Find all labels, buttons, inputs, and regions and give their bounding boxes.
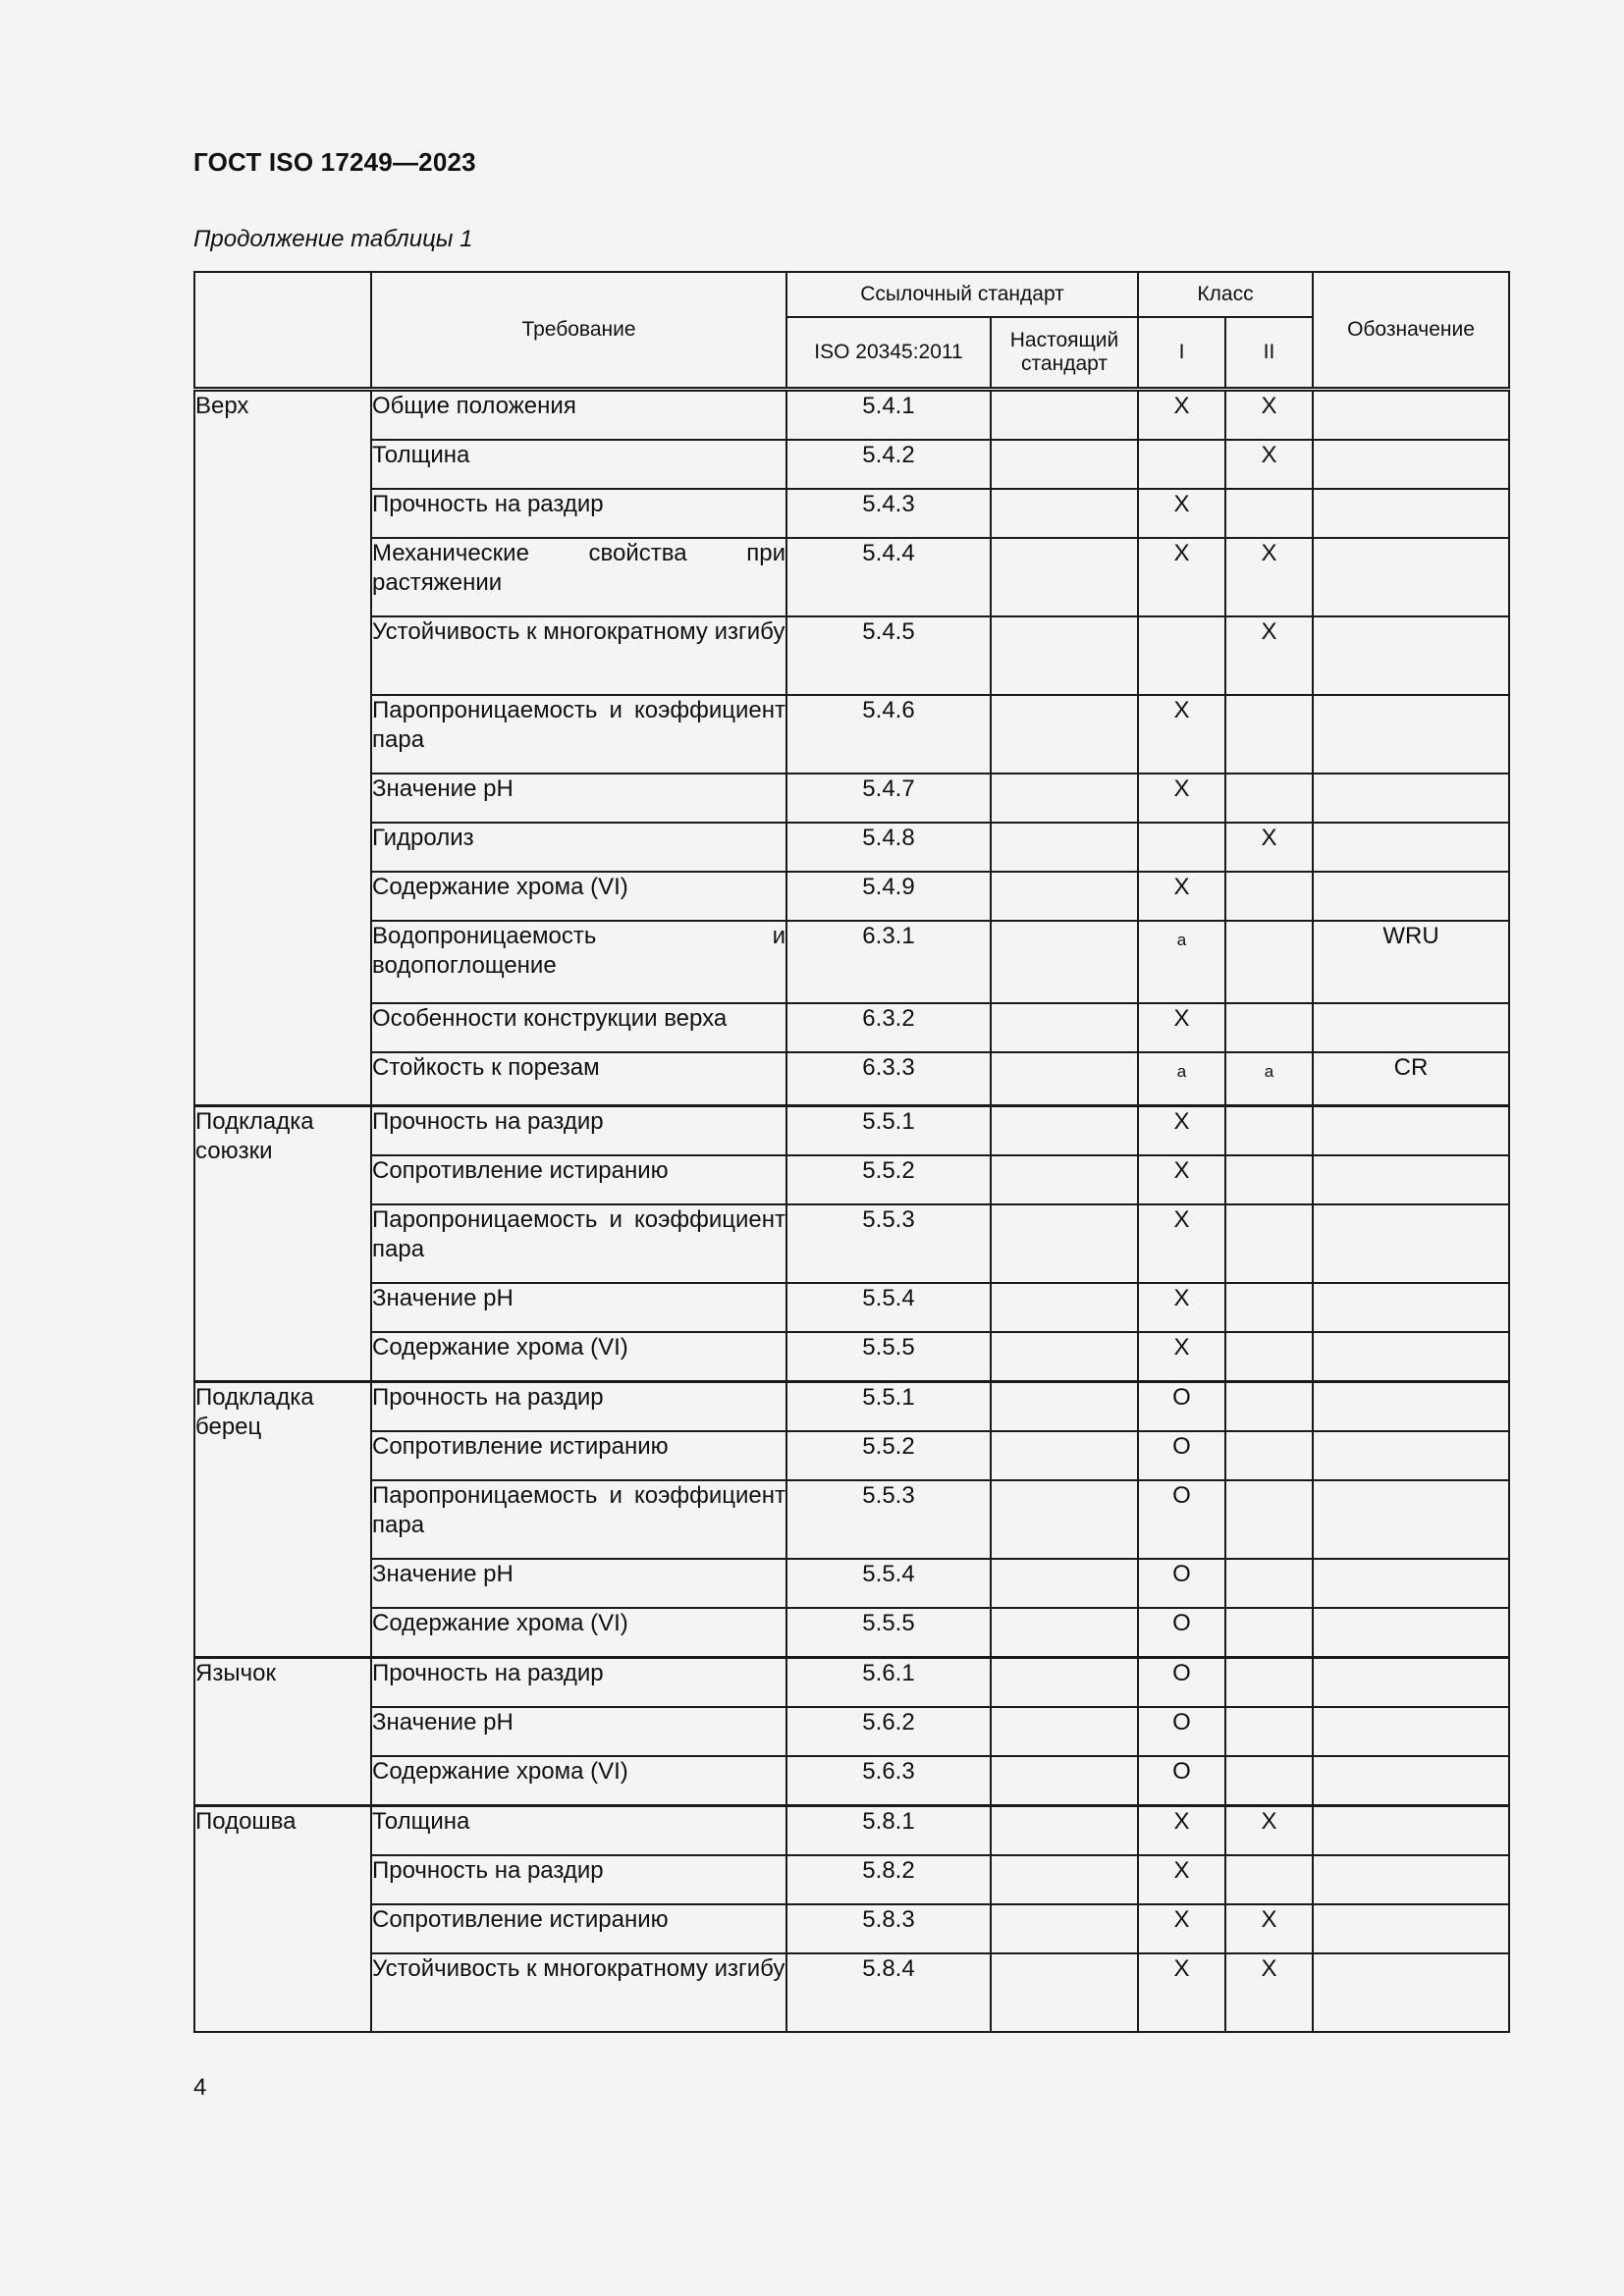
class-ii-cell: X xyxy=(1225,1904,1313,1953)
current-standard-cell xyxy=(991,1658,1138,1708)
table-row xyxy=(194,921,1509,1003)
current-standard-cell xyxy=(991,489,1138,538)
requirement-cell: Паропроницаемость и коэффициент пара xyxy=(371,1480,786,1559)
ref-cell: 5.4.9 xyxy=(786,872,991,921)
current-standard-cell xyxy=(991,1608,1138,1658)
class-ii-cell: a xyxy=(1225,1052,1313,1106)
current-standard-cell xyxy=(991,1155,1138,1204)
header-iso: ISO 20345:2011 xyxy=(786,317,991,390)
class-i-cell: X xyxy=(1138,1855,1225,1904)
table-row xyxy=(194,440,1509,489)
part-name: Подошва xyxy=(194,1806,371,2033)
designation-cell xyxy=(1313,440,1509,489)
designation-cell xyxy=(1313,872,1509,921)
class-i-cell: a xyxy=(1138,921,1225,1003)
requirement-cell: Водопроницаемость и водопоглощение xyxy=(371,921,786,1003)
class-ii-cell xyxy=(1225,774,1313,823)
designation-cell xyxy=(1313,1382,1509,1432)
designation-cell xyxy=(1313,1003,1509,1052)
requirement-cell: Устойчивость к многократному изгибу xyxy=(371,616,786,695)
designation-cell xyxy=(1313,1106,1509,1156)
requirement-cell: Сопротивление истиранию xyxy=(371,1155,786,1204)
current-standard-cell xyxy=(991,1953,1138,2032)
class-ii-cell: X xyxy=(1225,390,1313,441)
class-ii-cell xyxy=(1225,1382,1313,1432)
class-i-cell: O xyxy=(1138,1608,1225,1658)
current-standard-cell xyxy=(991,1806,1138,1856)
table-row xyxy=(194,1431,1509,1480)
current-standard-cell xyxy=(991,440,1138,489)
designation-cell xyxy=(1313,695,1509,774)
requirement-cell: Значение pH xyxy=(371,774,786,823)
current-standard-cell xyxy=(991,1106,1138,1156)
class-ii-cell: X xyxy=(1225,823,1313,872)
class-ii-cell xyxy=(1225,1756,1313,1806)
ref-cell: 5.5.4 xyxy=(786,1559,991,1608)
requirement-cell: Значение pH xyxy=(371,1707,786,1756)
class-i-cell: X xyxy=(1138,489,1225,538)
current-standard-cell xyxy=(991,538,1138,616)
current-standard-cell xyxy=(991,1904,1138,1953)
class-ii-cell: X xyxy=(1225,538,1313,616)
requirement-cell: Устойчивость к многократному изгибу xyxy=(371,1953,786,2032)
class-i-cell xyxy=(1138,823,1225,872)
current-standard-cell xyxy=(991,1756,1138,1806)
requirement-cell: Содержание хрома (VI) xyxy=(371,1332,786,1382)
header-class-ii: II xyxy=(1225,317,1313,390)
requirement-cell: Прочность на раздир xyxy=(371,1382,786,1432)
table-row xyxy=(194,390,1509,441)
class-i-cell: O xyxy=(1138,1480,1225,1559)
requirement-cell: Паропроницаемость и коэффициент пара xyxy=(371,695,786,774)
designation-cell xyxy=(1313,1480,1509,1559)
table-row xyxy=(194,1106,1509,1156)
requirement-cell: Общие положения xyxy=(371,390,786,441)
designation-cell xyxy=(1313,1904,1509,1953)
designation-cell xyxy=(1313,1806,1509,1856)
designation-cell xyxy=(1313,1332,1509,1382)
header-ref-standard: Ссылочный стандарт xyxy=(786,272,1138,317)
table-row xyxy=(194,1707,1509,1756)
designation-cell xyxy=(1313,1431,1509,1480)
table-row xyxy=(194,1904,1509,1953)
requirement-cell: Стойкость к порезам xyxy=(371,1052,786,1106)
header-part-cell xyxy=(194,272,371,390)
table-row xyxy=(194,1806,1509,1856)
requirement-cell: Особенности конструкции верха xyxy=(371,1003,786,1052)
current-standard-cell xyxy=(991,1332,1138,1382)
ref-cell: 5.6.3 xyxy=(786,1756,991,1806)
requirement-cell: Прочность на раздир xyxy=(371,1658,786,1708)
requirement-cell: Содержание хрома (VI) xyxy=(371,1608,786,1658)
class-ii-cell xyxy=(1225,489,1313,538)
current-standard-cell xyxy=(991,1855,1138,1904)
class-i-cell: X xyxy=(1138,1155,1225,1204)
table-row xyxy=(194,1382,1509,1432)
designation-cell xyxy=(1313,390,1509,441)
table-row xyxy=(194,616,1509,695)
ref-cell: 5.4.3 xyxy=(786,489,991,538)
class-i-cell: X xyxy=(1138,390,1225,441)
class-ii-cell xyxy=(1225,1559,1313,1608)
class-i-cell: X xyxy=(1138,1204,1225,1283)
ref-cell: 5.5.3 xyxy=(786,1480,991,1559)
current-standard-cell xyxy=(991,390,1138,441)
class-ii-cell xyxy=(1225,1431,1313,1480)
class-i-cell: X xyxy=(1138,695,1225,774)
current-standard-cell xyxy=(991,774,1138,823)
table-row xyxy=(194,1608,1509,1658)
class-i-cell: O xyxy=(1138,1707,1225,1756)
class-i-cell xyxy=(1138,440,1225,489)
ref-cell: 5.4.5 xyxy=(786,616,991,695)
class-i-cell: X xyxy=(1138,1283,1225,1332)
ref-cell: 5.5.1 xyxy=(786,1382,991,1432)
designation-cell xyxy=(1313,1283,1509,1332)
ref-cell: 5.4.2 xyxy=(786,440,991,489)
ref-cell: 6.3.1 xyxy=(786,921,991,1003)
table-row xyxy=(194,1559,1509,1608)
requirement-cell: Толщина xyxy=(371,440,786,489)
table-body xyxy=(194,390,1509,2033)
part-name: Подкладка берец xyxy=(194,1382,371,1658)
ref-cell: 5.4.6 xyxy=(786,695,991,774)
ref-cell: 5.8.4 xyxy=(786,1953,991,2032)
class-ii-cell: X xyxy=(1225,1953,1313,2032)
table-row xyxy=(194,1283,1509,1332)
current-standard-cell xyxy=(991,695,1138,774)
designation-cell xyxy=(1313,823,1509,872)
designation-cell xyxy=(1313,1855,1509,1904)
ref-cell: 5.5.5 xyxy=(786,1332,991,1382)
part-name: Верх xyxy=(194,390,371,1106)
class-ii-cell xyxy=(1225,1480,1313,1559)
table-row xyxy=(194,774,1509,823)
current-standard-cell xyxy=(991,1003,1138,1052)
current-standard-cell xyxy=(991,823,1138,872)
table-head xyxy=(194,272,1509,390)
class-ii-cell: X xyxy=(1225,616,1313,695)
class-ii-cell xyxy=(1225,1855,1313,1904)
part-name: Язычок xyxy=(194,1658,371,1806)
class-ii-cell xyxy=(1225,695,1313,774)
table-row xyxy=(194,1003,1509,1052)
ref-cell: 5.5.4 xyxy=(786,1283,991,1332)
ref-cell: 5.5.1 xyxy=(786,1106,991,1156)
requirement-cell: Значение pH xyxy=(371,1283,786,1332)
class-ii-cell xyxy=(1225,1283,1313,1332)
class-i-cell: X xyxy=(1138,1003,1225,1052)
class-ii-cell xyxy=(1225,1003,1313,1052)
table-row xyxy=(194,1332,1509,1382)
class-i-cell: O xyxy=(1138,1431,1225,1480)
designation-cell: CR xyxy=(1313,1052,1509,1106)
table-row xyxy=(194,1480,1509,1559)
class-i-cell: X xyxy=(1138,1953,1225,2032)
class-i-cell: X xyxy=(1138,1106,1225,1156)
requirement-cell: Сопротивление истиранию xyxy=(371,1431,786,1480)
table-row xyxy=(194,1855,1509,1904)
part-name: Подкладка союзки xyxy=(194,1106,371,1382)
ref-cell: 5.5.5 xyxy=(786,1608,991,1658)
ref-cell: 5.8.2 xyxy=(786,1855,991,1904)
table-row xyxy=(194,872,1509,921)
class-i-cell: X xyxy=(1138,774,1225,823)
requirements-table xyxy=(193,271,1510,2033)
table-row xyxy=(194,1953,1509,2032)
class-ii-cell xyxy=(1225,1106,1313,1156)
ref-cell: 5.5.3 xyxy=(786,1204,991,1283)
ref-cell: 5.8.3 xyxy=(786,1904,991,1953)
ref-cell: 5.4.7 xyxy=(786,774,991,823)
current-standard-cell xyxy=(991,921,1138,1003)
class-i-cell: X xyxy=(1138,1904,1225,1953)
table-row xyxy=(194,1658,1509,1708)
requirement-cell: Гидролиз xyxy=(371,823,786,872)
current-standard-cell xyxy=(991,1480,1138,1559)
table-row xyxy=(194,489,1509,538)
ref-cell: 5.5.2 xyxy=(786,1431,991,1480)
table-row xyxy=(194,1204,1509,1283)
requirement-cell: Содержание хрома (VI) xyxy=(371,872,786,921)
requirement-cell: Механические свойства при растяжении xyxy=(371,538,786,616)
header-requirement: Требование xyxy=(371,272,786,390)
class-ii-cell xyxy=(1225,1332,1313,1382)
class-ii-cell: X xyxy=(1225,1806,1313,1856)
requirement-cell: Прочность на раздир xyxy=(371,1855,786,1904)
class-i-cell: O xyxy=(1138,1756,1225,1806)
table-row xyxy=(194,1155,1509,1204)
page-number: 4 xyxy=(193,2074,207,2101)
table-row xyxy=(194,1756,1509,1806)
current-standard-cell xyxy=(991,1382,1138,1432)
designation-cell xyxy=(1313,489,1509,538)
designation-cell xyxy=(1313,1756,1509,1806)
class-ii-cell: X xyxy=(1225,440,1313,489)
designation-cell xyxy=(1313,1658,1509,1708)
class-ii-cell xyxy=(1225,1658,1313,1708)
requirement-cell: Значение pH xyxy=(371,1559,786,1608)
class-i-cell: X xyxy=(1138,538,1225,616)
class-i-cell: O xyxy=(1138,1658,1225,1708)
current-standard-cell xyxy=(991,1204,1138,1283)
requirement-cell: Паропроницаемость и коэффициент пара xyxy=(371,1204,786,1283)
current-standard-cell xyxy=(991,872,1138,921)
class-i-cell xyxy=(1138,616,1225,695)
ref-cell: 5.4.1 xyxy=(786,390,991,441)
header-class: Класс xyxy=(1138,272,1313,317)
header-current-standard: Настоящий стандарт xyxy=(991,317,1138,390)
ref-cell: 5.4.4 xyxy=(786,538,991,616)
table-row xyxy=(194,695,1509,774)
requirement-cell: Сопротивление истиранию xyxy=(371,1904,786,1953)
requirement-cell: Прочность на раздир xyxy=(371,1106,786,1156)
class-i-cell: O xyxy=(1138,1559,1225,1608)
header-designation: Обозначение xyxy=(1313,272,1509,390)
ref-cell: 5.5.2 xyxy=(786,1155,991,1204)
designation-cell xyxy=(1313,1707,1509,1756)
ref-cell: 5.8.1 xyxy=(786,1806,991,1856)
current-standard-cell xyxy=(991,1283,1138,1332)
designation-cell: WRU xyxy=(1313,921,1509,1003)
current-standard-cell xyxy=(991,1431,1138,1480)
requirement-cell: Прочность на раздир xyxy=(371,489,786,538)
document-header: ГОСТ ISO 17249—2023 xyxy=(193,147,476,177)
current-standard-cell xyxy=(991,616,1138,695)
table-caption: Продолжение таблицы 1 xyxy=(193,226,473,252)
table-row xyxy=(194,1052,1509,1106)
ref-cell: 5.6.1 xyxy=(786,1658,991,1708)
designation-cell xyxy=(1313,1953,1509,2032)
ref-cell: 6.3.2 xyxy=(786,1003,991,1052)
designation-cell xyxy=(1313,1559,1509,1608)
class-ii-cell xyxy=(1225,872,1313,921)
designation-cell xyxy=(1313,538,1509,616)
class-i-cell: a xyxy=(1138,1052,1225,1106)
requirement-cell: Толщина xyxy=(371,1806,786,1856)
ref-cell: 5.6.2 xyxy=(786,1707,991,1756)
class-ii-cell xyxy=(1225,921,1313,1003)
current-standard-cell xyxy=(991,1052,1138,1106)
class-i-cell: X xyxy=(1138,872,1225,921)
current-standard-cell xyxy=(991,1559,1138,1608)
requirement-cell: Содержание хрома (VI) xyxy=(371,1756,786,1806)
designation-cell xyxy=(1313,1155,1509,1204)
current-standard-cell xyxy=(991,1707,1138,1756)
designation-cell xyxy=(1313,616,1509,695)
class-ii-cell xyxy=(1225,1707,1313,1756)
header-class-i: I xyxy=(1138,317,1225,390)
designation-cell xyxy=(1313,1608,1509,1658)
class-i-cell: O xyxy=(1138,1382,1225,1432)
class-ii-cell xyxy=(1225,1155,1313,1204)
class-i-cell: X xyxy=(1138,1806,1225,1856)
ref-cell: 5.4.8 xyxy=(786,823,991,872)
ref-cell: 6.3.3 xyxy=(786,1052,991,1106)
table-row xyxy=(194,823,1509,872)
designation-cell xyxy=(1313,774,1509,823)
class-ii-cell xyxy=(1225,1204,1313,1283)
class-i-cell: X xyxy=(1138,1332,1225,1382)
table-row xyxy=(194,538,1509,616)
class-ii-cell xyxy=(1225,1608,1313,1658)
designation-cell xyxy=(1313,1204,1509,1283)
